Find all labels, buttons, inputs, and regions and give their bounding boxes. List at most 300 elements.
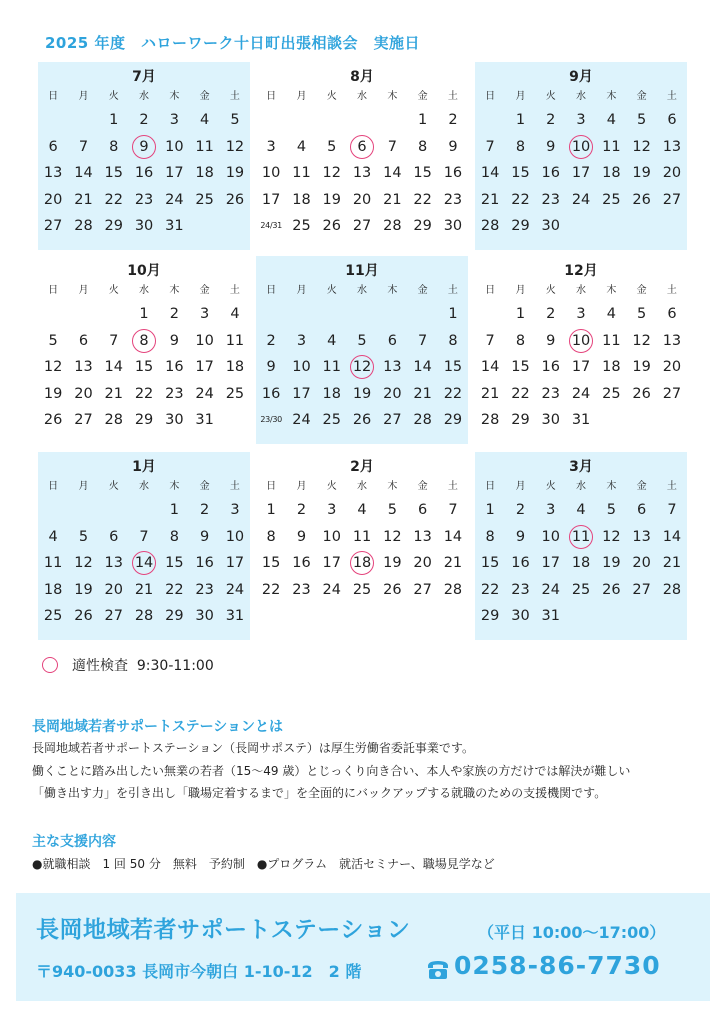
calendar-day: 23 [292, 581, 311, 598]
calendar-day: 19 [632, 359, 651, 375]
calendar-day: 19 [43, 385, 63, 402]
calendar-day: 29 [511, 412, 530, 428]
weekday-label: 土 [666, 285, 677, 296]
calendar-day: 25 [571, 581, 591, 598]
calendar-day: 22 [413, 191, 432, 208]
about-line: 長岡地域若者サポートステーション（長岡サポステ）は厚生労働省委託事業です。 [32, 741, 474, 755]
calendar-day: 25 [602, 385, 621, 402]
footer-banner [16, 893, 710, 1001]
calendar-day: 30 [443, 218, 463, 234]
calendar-day: 7 [139, 528, 149, 545]
week-row [256, 107, 468, 134]
weekday-label: 土 [229, 481, 240, 492]
calendar-day: 23 [134, 191, 154, 208]
calendar-day: 5 [637, 306, 647, 322]
calendar-day: 14 [104, 359, 123, 375]
weekday-label: 日 [48, 285, 59, 296]
calendar-day: 3 [327, 502, 337, 518]
month-name: 11月 [345, 263, 379, 279]
calendar-day: 12 [632, 332, 651, 349]
calendar-day: 24 [225, 581, 245, 598]
calendar-day: 19 [322, 191, 341, 208]
calendar-day: 4 [48, 528, 58, 545]
month-calendar [475, 256, 687, 444]
calendar-day: 25 [225, 385, 245, 402]
calendar-day: 9 [448, 138, 458, 155]
weekday-label: 金 [636, 285, 647, 296]
month-calendar [256, 62, 468, 250]
calendar-day: 8 [266, 528, 276, 545]
calendar-day: 16 [292, 555, 311, 571]
event-day: 6 [347, 134, 377, 161]
calendar-day: 14 [74, 165, 93, 181]
calendar-day: 19 [74, 581, 93, 598]
weekday-label: 火 [545, 91, 556, 102]
weekday-label: 月 [515, 481, 526, 492]
calendar-day: 30 [541, 218, 560, 234]
calendar-day: 13 [632, 528, 651, 545]
weekday-label: 日 [485, 481, 496, 492]
month-calendar [38, 256, 250, 444]
calendar-day: 16 [443, 165, 463, 181]
calendar-day: 9 [515, 528, 526, 545]
week-row [256, 160, 468, 187]
calendar-day: 28 [104, 412, 123, 428]
event-day: 10 [566, 328, 596, 355]
week-row [38, 213, 250, 240]
calendar-day: 14 [383, 165, 402, 181]
calendar-day [347, 107, 377, 134]
calendar-day: 26 [602, 581, 621, 598]
calendar-day [596, 407, 626, 434]
calendar-day: 16 [195, 555, 214, 571]
weekday-header [256, 281, 468, 301]
calendar-day [377, 301, 407, 328]
month-calendar [475, 452, 687, 640]
calendar-day: 3 [546, 502, 556, 518]
calendar-day: 6 [78, 332, 89, 349]
calendar-day: 8 [448, 332, 458, 349]
calendar-day: 27 [662, 191, 682, 208]
calendar-day: 15 [511, 359, 530, 375]
calendar-day: 2 [546, 112, 556, 128]
calendar-day [256, 107, 286, 134]
calendar-day: 27 [632, 581, 651, 598]
calendar-day: 16 [541, 359, 560, 375]
calendar-day: 5 [327, 138, 337, 155]
calendar-day: 30 [165, 412, 184, 428]
calendar-day: 13 [662, 138, 682, 155]
week-row [475, 603, 687, 630]
calendar-day [596, 603, 626, 630]
calendar-day: 7 [387, 138, 397, 155]
week-row [256, 213, 468, 240]
calendar-day: 30 [134, 218, 154, 234]
calendar-day: 21 [480, 191, 500, 208]
month-name: 2月 [350, 459, 374, 475]
event-day: 12 [347, 354, 377, 381]
weekday-label: 日 [485, 285, 496, 296]
calendar-day [626, 213, 656, 240]
calendar-day: 21 [74, 191, 93, 208]
calendar-day: 14 [443, 528, 463, 545]
week-row [475, 134, 687, 161]
calendar-day: 24 [541, 581, 560, 598]
calendar-day: 10 [225, 528, 245, 545]
calendar-day: 2 [546, 306, 556, 322]
calendar-day: 8 [515, 332, 526, 349]
calendar-day: 10 [261, 165, 281, 181]
calendar-day: 25 [292, 218, 311, 234]
calendar-day: 19 [352, 385, 372, 402]
weekday-header [256, 87, 468, 107]
calendar-day: 17 [322, 555, 341, 571]
calendar-day: 4 [606, 306, 616, 322]
calendar-day: 12 [632, 138, 651, 155]
calendar-day: 13 [662, 332, 682, 349]
calendar-day: 10 [322, 528, 341, 545]
calendar-day: 28 [383, 218, 402, 234]
calendar-day [129, 497, 159, 524]
weekday-label: 木 [169, 91, 180, 102]
calendar-day: 7 [418, 332, 428, 349]
calendar-day: 20 [632, 555, 651, 571]
weekday-label: 金 [199, 91, 210, 102]
calendar-day: 30 [511, 608, 530, 624]
calendar-day: 17 [541, 555, 560, 571]
month-name: 3月 [569, 459, 593, 475]
week-row [475, 328, 687, 355]
calendar-day: 3 [230, 502, 240, 518]
support-text: ●就職相談 1 回 50 分 無料 予約制 ●プログラム 就活セミナー、職場見学など [32, 857, 495, 871]
calendar-day: 29 [104, 218, 123, 234]
month-calendar [38, 452, 250, 640]
calendar-day: 17 [261, 191, 281, 208]
weekday-label: 火 [326, 481, 337, 492]
calendar-day: 24 [165, 191, 184, 208]
calendar-day: 26 [632, 385, 651, 402]
calendar-day: 24 [195, 385, 214, 402]
calendar-day: 31 [541, 608, 560, 624]
week-row [38, 187, 250, 214]
calendar-day: 16 [165, 359, 184, 375]
calendar-day [189, 213, 219, 240]
calendar-day: 23 [541, 191, 560, 208]
calendar-day [596, 213, 626, 240]
calendar-day: 22 [511, 385, 530, 402]
calendar-day: 3 [200, 306, 210, 322]
week-row [256, 550, 468, 577]
month-calendar [475, 62, 687, 250]
calendar-day: 3 [576, 306, 586, 322]
weekday-label: 土 [447, 91, 458, 102]
week-row [38, 381, 250, 408]
month-name: 8月 [350, 69, 374, 85]
weekday-label: 月 [296, 285, 307, 296]
calendar-day: 27 [104, 608, 123, 624]
calendar-day: 6 [667, 306, 677, 322]
calendar-day: 2 [448, 112, 458, 128]
weekday-label: 月 [78, 481, 89, 492]
calendar-day: 4 [230, 306, 240, 322]
weekday-label: 金 [199, 285, 210, 296]
calendar-day: 7 [485, 138, 495, 155]
calendar-day: 27 [662, 385, 682, 402]
calendar-day [68, 107, 98, 134]
month-name: 9月 [569, 69, 593, 85]
calendar-day: 17 [571, 165, 591, 181]
calendar-day: 2 [139, 112, 149, 128]
footer-phone[interactable]: 0258-86-7730 [454, 951, 661, 980]
calendar-day: 18 [602, 359, 621, 375]
calendar-day: 11 [602, 138, 621, 155]
calendar-day: 24 [322, 581, 341, 598]
calendar-day: 21 [480, 385, 500, 402]
weekday-label: 金 [417, 91, 428, 102]
calendar-day: 16 [541, 165, 560, 181]
calendar-day: 3 [169, 112, 179, 128]
calendar-day: 6 [387, 332, 397, 349]
calendar-day: 30 [541, 412, 560, 428]
calendar-day: 2 [515, 502, 526, 518]
weekday-label: 火 [326, 91, 337, 102]
calendar-day: 8 [418, 138, 428, 155]
weekday-label: 木 [606, 481, 617, 492]
weekday-label: 月 [515, 91, 526, 102]
telephone-icon [426, 959, 450, 981]
weekday-label: 日 [266, 91, 277, 102]
month-name: 7月 [132, 69, 156, 85]
calendar-day: 8 [109, 138, 119, 155]
weekday-label: 木 [606, 91, 617, 102]
calendar-day: 1 [109, 112, 119, 128]
calendar-day: 6 [637, 502, 647, 518]
weekday-label: 水 [576, 91, 587, 102]
calendar-day: 28 [480, 412, 500, 428]
calendar-day: 28 [134, 608, 154, 624]
week-row [38, 577, 250, 604]
calendar-day: 21 [662, 555, 682, 571]
calendar-day: 13 [383, 359, 402, 375]
calendar-day: 20 [352, 191, 372, 208]
calendar-day: 5 [606, 502, 616, 518]
week-row [38, 107, 250, 134]
calendar-day: 29 [165, 608, 184, 624]
weekday-header [475, 477, 687, 497]
calendar-day: 5 [387, 502, 397, 518]
weekday-label: 金 [199, 481, 210, 492]
week-row [256, 577, 468, 604]
calendar-day [68, 497, 98, 524]
calendar-day: 5 [637, 112, 647, 128]
calendar-day [99, 497, 129, 524]
calendar-day: 25 [322, 412, 341, 428]
week-row [38, 497, 250, 524]
event-day: 8 [129, 328, 159, 355]
calendar-day: 12 [43, 359, 63, 375]
calendar-day: 22 [443, 385, 463, 402]
calendar-day: 17 [571, 359, 591, 375]
weekday-header [256, 477, 468, 497]
calendar-day: 10 [541, 528, 560, 545]
week-row [475, 524, 687, 551]
week-row [475, 497, 687, 524]
weekday-label: 日 [485, 91, 496, 102]
calendar-day: 12 [322, 165, 341, 181]
week-row [256, 301, 468, 328]
week-row [38, 328, 250, 355]
footer-hours: （平日 10:00～17:00） [478, 923, 666, 942]
calendar-day: 31 [165, 218, 184, 234]
weekday-header [475, 281, 687, 301]
calendar-day: 26 [383, 581, 402, 598]
calendar-day: 13 [43, 165, 63, 181]
calendar-day [626, 603, 656, 630]
calendar-day: 10 [165, 138, 184, 155]
calendar-day: 4 [357, 502, 367, 518]
calendar-day: 7 [109, 332, 119, 349]
week-row [256, 354, 468, 381]
calendar-day: 18 [292, 191, 311, 208]
calendar-day: 15 [480, 555, 500, 571]
weekday-label: 火 [545, 285, 556, 296]
calendar-day: 19 [602, 555, 621, 571]
calendar-day [286, 301, 316, 328]
calendar-day: 14 [413, 359, 432, 375]
calendar-day: 21 [413, 385, 432, 402]
calendar-day [99, 301, 129, 328]
calendar-day: 27 [43, 218, 63, 234]
weekday-label: 水 [357, 481, 368, 492]
weekday-label: 水 [357, 91, 368, 102]
calendar-day: 21 [104, 385, 123, 402]
calendar-day: 16 [134, 165, 154, 181]
about-paragraph [32, 737, 630, 805]
calendar-day: 15 [104, 165, 123, 181]
calendar-day: 27 [352, 218, 372, 234]
calendar-day: 1 [418, 112, 428, 128]
calendar-day [220, 407, 250, 434]
calendar-day: 27 [413, 581, 432, 598]
calendar-day: 5 [48, 332, 58, 349]
about-line: 「働き出す力」を引き出し「職場定着するまで」を全面的にバックアップする就職のための支援機関です。 [32, 786, 607, 800]
calendar-day: 24 [571, 191, 591, 208]
calendar-day: 6 [48, 138, 58, 155]
calendar-day: 23 [443, 191, 463, 208]
calendar-day: 14 [480, 359, 500, 375]
calendar-day: 26 [352, 412, 372, 428]
calendar-day [566, 603, 596, 630]
calendar-day: 18 [571, 555, 591, 571]
calendar-day: 5 [78, 528, 89, 545]
calendar-day: 20 [43, 191, 63, 208]
calendar-day: 26 [322, 218, 341, 234]
legend-text: 適性検査 9:30-11:00 [72, 658, 214, 674]
calendar-day: 12 [383, 528, 402, 545]
calendar-day: 22 [165, 581, 184, 598]
calendar-day: 4 [576, 502, 586, 518]
month-calendar [256, 256, 468, 444]
week-row [475, 577, 687, 604]
calendar-day: 19 [383, 555, 402, 571]
calendar-day: 18 [322, 385, 341, 402]
calendar-day: 23 [541, 385, 560, 402]
weekday-label: 土 [229, 91, 240, 102]
calendar-day: 20 [383, 385, 402, 402]
calendar-day: 7 [448, 502, 458, 518]
calendar-day: 11 [322, 359, 341, 375]
event-day: 10 [566, 134, 596, 161]
calendar-day: 23/30 [260, 415, 282, 424]
calendar-day: 9 [546, 332, 556, 349]
calendar-day: 2 [200, 502, 210, 518]
calendar-day: 18 [43, 581, 63, 598]
calendar-day: 28 [480, 218, 500, 234]
calendar-day: 5 [230, 112, 240, 128]
weekday-label: 木 [169, 285, 180, 296]
weekday-label: 日 [48, 91, 59, 102]
calendar-day [475, 301, 505, 328]
calendar-day [38, 497, 68, 524]
calendar-day: 1 [448, 306, 458, 322]
week-row [256, 187, 468, 214]
weekday-header [38, 281, 250, 301]
weekday-label: 水 [576, 285, 587, 296]
calendar-day [256, 301, 286, 328]
about-line: 働くことに踏み出したい無業の若者（15～49 歳）とじっくり向き合い、本人や家族の方だけでは解決が難しい [32, 763, 631, 778]
week-row [475, 407, 687, 434]
week-row [475, 160, 687, 187]
calendar-day [317, 107, 347, 134]
calendar-day [657, 407, 687, 434]
calendar-day: 11 [195, 138, 214, 155]
calendar-day: 9 [546, 138, 556, 155]
week-row [256, 381, 468, 408]
circle-marker-icon [350, 135, 374, 159]
calendar-day [38, 301, 68, 328]
calendar-day: 9 [169, 332, 179, 349]
calendar-day: 21 [134, 581, 154, 598]
calendar-day: 18 [225, 359, 245, 375]
calendar-day: 30 [195, 608, 214, 624]
calendar-day: 17 [195, 359, 214, 375]
calendar-day: 24 [571, 385, 591, 402]
calendar-day: 1 [515, 112, 526, 128]
circle-marker-icon [42, 657, 58, 673]
calendar-day: 29 [443, 412, 463, 428]
calendar-day: 13 [104, 555, 123, 571]
weekday-header [38, 477, 250, 497]
week-row [38, 134, 250, 161]
weekday-label: 日 [266, 481, 277, 492]
week-row [38, 160, 250, 187]
calendar-day: 3 [576, 112, 586, 128]
calendar-day: 20 [104, 581, 123, 598]
calendar-day: 18 [195, 165, 214, 181]
calendar-day [68, 301, 98, 328]
calendar-day: 20 [413, 555, 432, 571]
calendar-day [626, 407, 656, 434]
week-row [475, 381, 687, 408]
event-day: 18 [347, 550, 377, 577]
calendar-day: 4 [200, 112, 210, 128]
calendar-day: 14 [662, 528, 682, 545]
calendar-day: 26 [74, 608, 93, 624]
calendar-day: 2 [266, 332, 276, 349]
calendar-day: 24 [292, 412, 311, 428]
calendar-day: 28 [74, 218, 93, 234]
calendar-day: 4 [296, 138, 307, 155]
